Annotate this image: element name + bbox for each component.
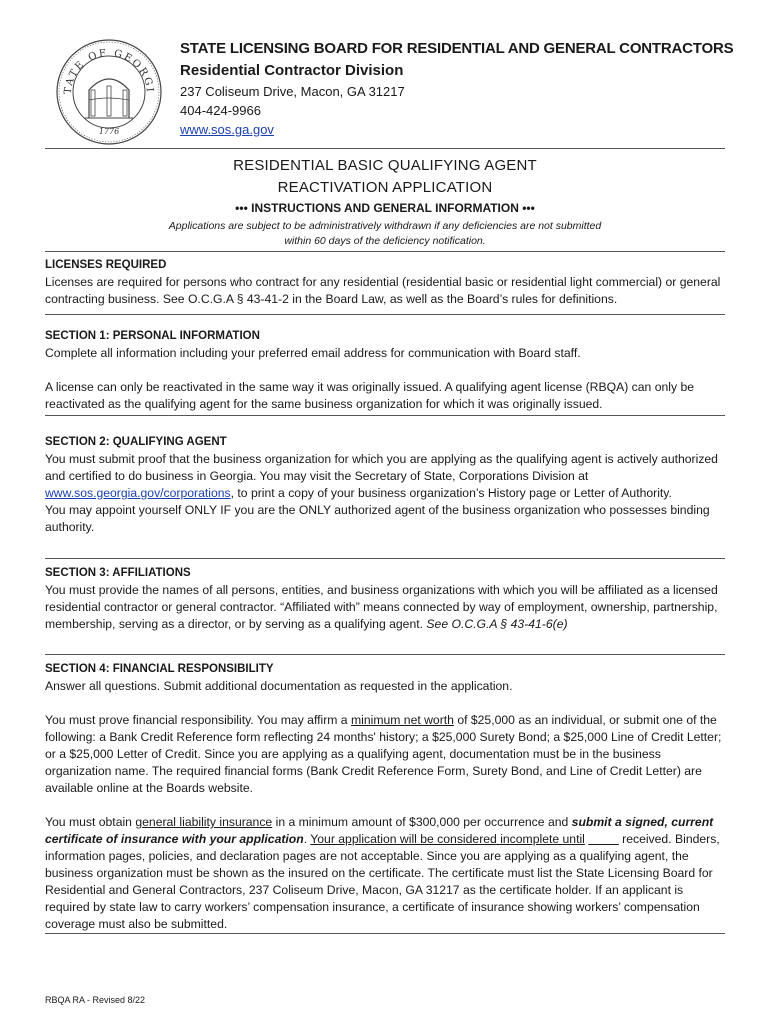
section1-block — [45, 328, 725, 413]
section3-divider — [45, 654, 725, 655]
corporations-link[interactable]: www.sos.georgia.gov/corporations — [45, 486, 231, 500]
section4-paragraph2: You must prove financial responsibility. You may affirm a minimum net worth of $25,000 as an individual, or submit one of the following: a Bank Credit Reference form reflecting 24 months' history; a $25,000 Surety Bond; a $25,000 Line of Credit Letter; or a $25,000 Letter of Credit. Since you are applying as a qualifying agent, documentation must be in the business organization name. The required financial forms (Bank Credit Reference Form, Surety Bond, and Line of Credit Letter) are available online at the Boards website. — [45, 713, 722, 795]
section3-heading: SECTION 3: AFFILIATIONS — [45, 567, 191, 579]
licenses-text: Licenses are required for persons who contract for any residential (residential basic or residential light commercial) or general contracting business. See O.C.G.A § 43-41-2 in the Board Law, as well as the Board’s rules for definitions. — [45, 275, 721, 306]
board-phone: 404-424-9966 — [180, 103, 261, 118]
header-divider — [45, 148, 725, 149]
board-website-link[interactable]: www.sos.ga.gov — [180, 122, 274, 137]
section2-heading: SECTION 2: QUALIFYING AGENT — [45, 436, 227, 448]
division-name: Residential Contractor Division — [180, 62, 404, 79]
licenses-heading: LICENSES REQUIRED — [45, 259, 167, 271]
title-divider — [45, 251, 725, 252]
board-title: STATE LICENSING BOARD FOR RESIDENTIAL AND GENERAL CONTRACTORS — [180, 40, 734, 57]
seal-year: 1776 — [98, 127, 120, 136]
section2-divider — [45, 558, 725, 559]
section1-divider — [45, 415, 725, 416]
section2-paragraph1: You must submit proof that the business organization for which you are applying as the qualifying agent is actively authorized and certified to do business in Georgia. You may visit the Secretary of State, Corporations Division at www.sos.georgia.gov/corporations, to print a copy of your business organization’s History page or Letter of Authority. — [45, 452, 718, 500]
form-title-line1: RESIDENTIAL BASIC QUALIFYING AGENT — [233, 157, 537, 174]
section3-law-reference: See O.C.G.A § 43-41-6(e) — [426, 617, 568, 631]
section4-heading: SECTION 4: FINANCIAL RESPONSIBILITY — [45, 663, 274, 675]
section3-block — [45, 565, 725, 633]
section4-paragraph1: Answer all questions. Submit additional documentation as requested in the application. — [45, 679, 513, 693]
section4-paragraph3: You must obtain general liability insurance in a minimum amount of $300,000 per occurrence and submit a signed, current certificate of insurance with your application. Your application will be considered incomplete until received. Binders, information pages, policies, and declaration pages are not acceptable. Since you are applying as a qualifying agent, the business organization must be shown as the insured on the certificate. The certificate must list the State Licensing Board for Residential and General Contractors, 237 Coliseum Drive, Macon, GA 31217 as the certificate holder. If an applicant is required by state law to carry workers’ compensation insurance, a certificate of insurance showing workers’ compensation coverage must also be submitted. — [45, 815, 720, 931]
georgia-state-seal — [55, 38, 163, 146]
section4-divider — [45, 933, 725, 934]
section1-paragraph2: A license can only be reactivated in the same way it was originally issued. A qualifying agent license (RBQA) can only be reactivated as the qualifying agent for the same business organization for which it was originally issued. — [45, 380, 694, 411]
instructions-heading: ••• INSTRUCTIONS AND GENERAL INFORMATION ••• — [235, 201, 535, 215]
section3-paragraph: You must provide the names of all persons, entities, and business organizations with which you will be affiliated as a licensed residential contractor or general contractor. “Affiliated with” means connected by way of employment, ownership, partnership, membership, serving as a director, or by serving as a qualifying agent. See O.C.G.A § 43-41-6(e) — [45, 583, 718, 631]
revision-footer: RBQA RA - Revised 8/22 — [45, 995, 146, 1005]
section1-heading: SECTION 1: PERSONAL INFORMATION — [45, 330, 260, 342]
licenses-divider — [45, 314, 725, 315]
svg-text:STATE OF GEORGIA — [55, 38, 155, 95]
seal-text: TATE OF GEORGI — [62, 47, 156, 95]
section2-block — [45, 434, 725, 536]
section4-block — [45, 661, 725, 933]
board-address: 237 Coliseum Drive, Macon, GA 31217 — [180, 84, 405, 99]
withdrawal-note-line1: Applications are subject to be administratively withdrawn if any deficiencies are not submitted — [168, 220, 602, 232]
section2-paragraph2: You may appoint yourself ONLY IF you are the ONLY authorized agent of the business organization who possesses binding authority. — [45, 503, 710, 534]
licenses-required-block — [45, 257, 725, 308]
form-title-line2: REACTIVATION APPLICATION — [277, 179, 493, 196]
withdrawal-note-line2: within 60 days of the deficiency notification. — [284, 235, 486, 247]
section1-paragraph1: Complete all information including your preferred email address for communication with Board staff. — [45, 346, 581, 360]
